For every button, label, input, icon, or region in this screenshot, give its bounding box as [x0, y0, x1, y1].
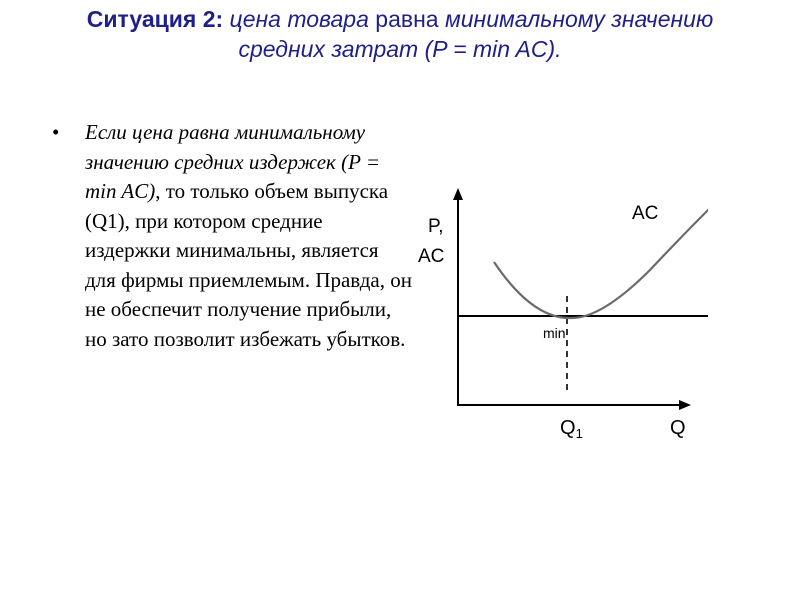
y-axis-arrow-icon — [453, 188, 463, 200]
y-axis-label-ac: AC — [418, 246, 445, 267]
bullet-icon: • — [52, 120, 60, 144]
bullet-italic-text: Если цена равна минимальному значению средних издержек (P = min AC) — [85, 120, 380, 203]
y-axis-label-p: P, — [428, 216, 444, 237]
x-axis-label: Q — [670, 417, 686, 439]
min-label: min — [543, 325, 566, 341]
title-part-2: равна — [368, 6, 445, 32]
bullet-item — [52, 118, 412, 354]
title-prefix: Ситуация 2: — [86, 6, 224, 32]
ac-curve — [494, 208, 708, 318]
bullet-paragraph — [85, 118, 412, 354]
bullet-plain-text: , то только объем выпуска (Q1), при котором средние издержки минимальны, является для фирмы приемлемым. Правда, он не обеспечит получение прибыли, но зато позволит избежать убытков. — [85, 179, 412, 351]
slide-title — [60, 4, 740, 64]
title-part-3: минимальному значению средних затрат (P = min AC). — [238, 6, 714, 62]
x-axis-arrow-icon — [679, 400, 691, 410]
ac-diagram — [408, 180, 708, 450]
ac-curve-label: AC — [632, 203, 659, 224]
title-part-1: цена товара — [223, 6, 369, 32]
q1-label: $Q_1$ — [560, 417, 583, 441]
